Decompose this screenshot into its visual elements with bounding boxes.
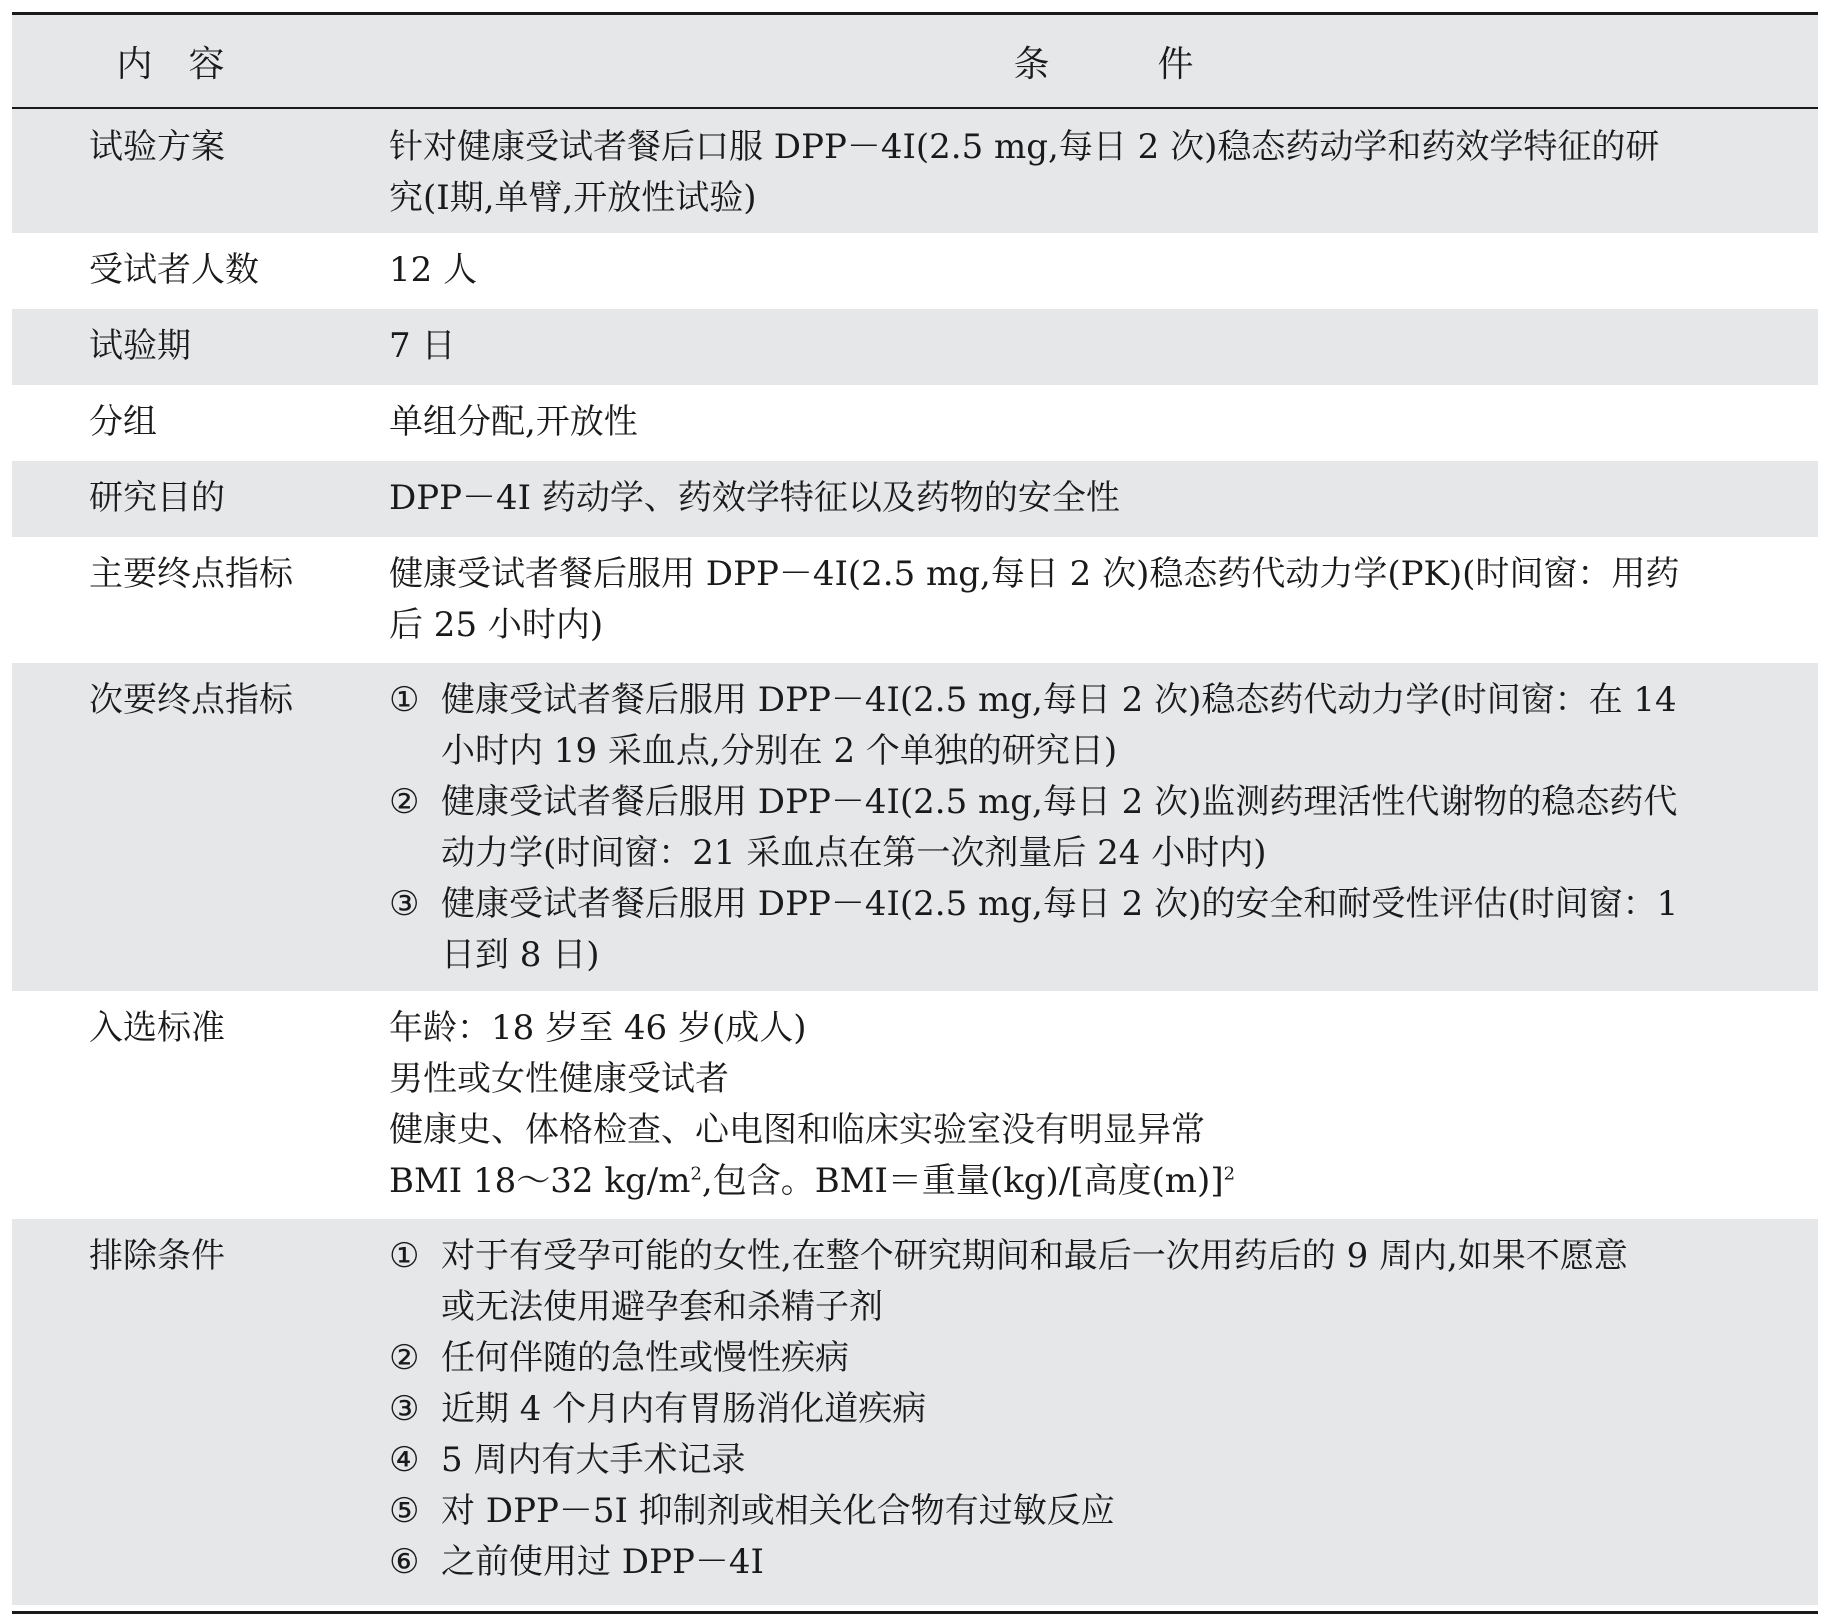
item-number: ③ <box>389 884 420 924</box>
value-line: 之前使用过 DPP－4I <box>441 1542 764 1582</box>
value-line: 任何伴随的急性或慢性疾病 <box>441 1338 849 1378</box>
bmi-text-a: BMI 18～32 kg/m <box>389 1161 691 1201</box>
table-row <box>12 537 1818 663</box>
value-line: 健康受试者餐后服用 DPP－4I(2.5 mg,每日 2 次)的安全和耐受性评估(时间窗：1 <box>441 884 1679 924</box>
item-text <box>441 879 1800 981</box>
item-number: ③ <box>389 1389 420 1429</box>
bmi-sup-a: 2 <box>690 1163 702 1185</box>
row-value <box>389 245 1818 309</box>
value-line: 对于有受孕可能的女性,在整个研究期间和最后一次用药后的 9 周内,如果不愿意 <box>441 1236 1628 1276</box>
value-line: 健康受试者餐后服用 DPP－4I(2.5 mg,每日 2 次)稳态药代动力学(时间窗：在 14 <box>441 680 1677 720</box>
item-number: ⑥ <box>389 1542 420 1582</box>
row-value <box>389 122 1818 233</box>
table-row <box>12 233 1818 309</box>
table-row <box>12 991 1818 1219</box>
table-row <box>12 1219 1818 1605</box>
value-line: 12 人 <box>389 250 478 290</box>
value-line: 单组分配,开放性 <box>389 402 638 442</box>
item-number: ② <box>389 1338 420 1378</box>
value-line: 健康史、体格检查、心电图和临床实验室没有明显异常 <box>389 1110 1205 1150</box>
list-item <box>389 1486 1800 1537</box>
row-label: 排除条件 <box>89 1236 225 1276</box>
row-label: 试验期 <box>89 326 191 366</box>
value-line: 后 25 小时内) <box>389 605 604 645</box>
item-text <box>441 777 1800 879</box>
list-item <box>389 1435 1800 1486</box>
table-row <box>12 385 1818 461</box>
row-label: 研究目的 <box>89 478 225 518</box>
list-item <box>389 879 1800 981</box>
item-text <box>441 1537 1800 1588</box>
item-text <box>441 1231 1800 1333</box>
row-label: 入选标准 <box>89 1008 225 1048</box>
bmi-line <box>389 1156 1800 1207</box>
item-text <box>441 1435 1800 1486</box>
trial-design-table <box>12 12 1818 1614</box>
item-number: ② <box>389 782 420 822</box>
value-line: 针对健康受试者餐后口服 DPP－4I(2.5 mg,每日 2 次)稳态药动学和药效学特征的研 <box>389 127 1660 167</box>
value-line: 7 日 <box>389 326 456 366</box>
row-value <box>389 1231 1818 1605</box>
list-item <box>389 1384 1800 1435</box>
value-line: 究(Ⅰ期,单臂,开放性试验) <box>389 178 757 218</box>
item-number: ④ <box>389 1440 420 1480</box>
value-line: 日到 8 日) <box>441 935 600 975</box>
row-value <box>389 321 1818 385</box>
row-label: 分组 <box>89 402 157 442</box>
item-number: ① <box>389 1236 420 1276</box>
table-row <box>12 663 1818 991</box>
value-line: 对 DPP－5I 抑制剂或相关化合物有过敏反应 <box>441 1491 1115 1531</box>
list-item <box>389 777 1800 879</box>
header-content: 内 容 <box>116 43 225 85</box>
item-text <box>441 1486 1800 1537</box>
value-line: 健康受试者餐后服用 DPP－4I(2.5 mg,每日 2 次)稳态药代动力学(PK)(时间窗：用药 <box>389 554 1680 594</box>
value-line: DPP－4I 药动学、药效学特征以及药物的安全性 <box>389 478 1120 518</box>
header-conditions: 条 件 <box>1013 43 1194 85</box>
item-text <box>441 675 1800 777</box>
row-value <box>389 397 1818 461</box>
item-number: ① <box>389 680 420 720</box>
list-item <box>389 675 1800 777</box>
bmi-sup-b: 2 <box>1223 1163 1236 1185</box>
value-line: 动力学(时间窗：21 采血点在第一次剂量后 24 小时内) <box>441 833 1267 873</box>
table-header <box>12 15 1818 107</box>
list-item <box>389 1537 1800 1588</box>
item-text <box>441 1333 1800 1384</box>
row-label: 受试者人数 <box>89 250 259 290</box>
value-line: 健康受试者餐后服用 DPP－4I(2.5 mg,每日 2 次)监测药理活性代谢物的稳态药代 <box>441 782 1678 822</box>
table-row <box>12 461 1818 537</box>
row-value <box>389 675 1818 991</box>
bmi-text-b: ,包含。BMI＝重量(kg)/[高度(m)] <box>701 1161 1224 1201</box>
row-label: 次要终点指标 <box>89 680 293 720</box>
table-row <box>12 109 1818 233</box>
row-value <box>389 473 1818 537</box>
row-value <box>389 549 1818 663</box>
item-number: ⑤ <box>389 1491 420 1531</box>
value-line: 或无法使用避孕套和杀精子剂 <box>441 1287 883 1327</box>
row-label: 试验方案 <box>89 127 225 167</box>
list-item <box>389 1231 1800 1333</box>
value-line: 近期 4 个月内有胃肠消化道疾病 <box>441 1389 927 1429</box>
value-line: 年龄：18 岁至 46 岁(成人) <box>389 1008 807 1048</box>
row-value <box>389 1003 1818 1219</box>
value-line: 男性或女性健康受试者 <box>389 1059 729 1099</box>
row-label: 主要终点指标 <box>89 554 293 594</box>
value-line: 5 周内有大手术记录 <box>441 1440 746 1480</box>
list-item <box>389 1333 1800 1384</box>
value-line: 小时内 19 采血点,分别在 2 个单独的研究日) <box>441 731 1118 771</box>
table-row <box>12 309 1818 385</box>
item-text <box>441 1384 1800 1435</box>
